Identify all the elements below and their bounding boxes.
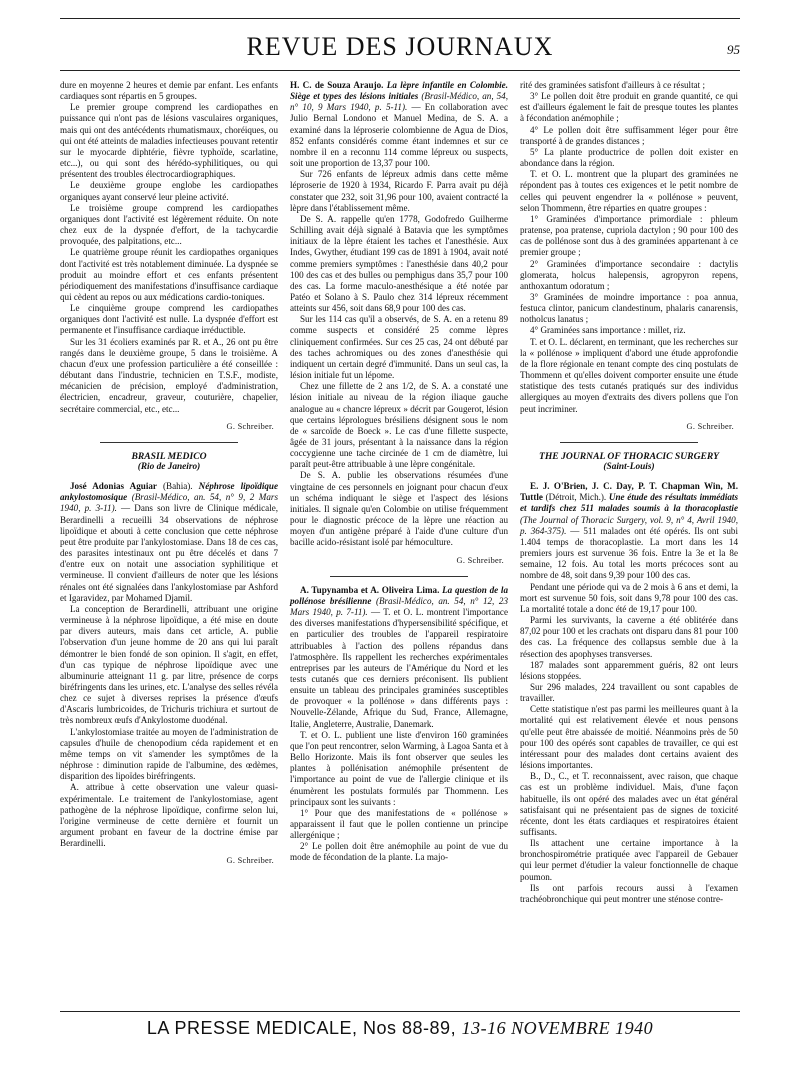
article-entry [520,481,738,581]
article-source: (Brasil-Médico, an. 54, n° 9, 2 Mars 1940, p. 3-11). [60,492,278,514]
paragraph: T. et O. L. montrent que la plupart des graminées ne répondent pas à toutes ces exigences et le petit nombre de celles qui peuvent engendrer la « pollénose » peuvent, selon Thommenn, être réparties en quatre groupes : [520,169,738,213]
paragraph: De S. A. rappelle qu'en 1778, Godofredo Guilherme Schilling avait déjà signalé à Batavia que les symptômes initiaux de la lèpre étaient les taches et l'anesthésie. Aux Indes, Gwyther, étudiant 199 cas de 1891 à 1904, avait noté comme premiers symptômes : l'anesthésie dans 40,2 pour 100 des cas et des bulles ou pemphigus dans 35,7 pour 100 des cas. La forme maculo-anesthésique a été notée par Patéo et Solano à S. Paulo chez 314 lépreux récemment atteints sur 456, soit dans 68,9 pour 100 des cas. [290,213,508,314]
paragraph: B., D., C., et T. reconnaissent, avec raison, que chaque cas est un problème individuel. Mais, d'une façon habituelle, ils ont opéré des malades avec un état général satisfaisant qui ne présentaient pas de signes de toxicité récente, dont les états cardiaques et respiratoires étaient suffisants. [520,771,738,837]
paragraph: Le troisième groupe comprend les cardiopathes organiques dont l'activité est légèrement réduite. On note chez eux de la dyspnée d'effort, de la tachycardie provoquée, des palpitations, etc... [60,202,278,247]
paragraph: 1° Graminées d'importance primordiale : phleum pratense, poa pratense, cupriola dactylon ; 90 pour 100 des cas de pollénose sont dus à des graminées appartenant à ce premier groupe ; [520,213,738,258]
section-title: BRASIL MEDICO [131,450,207,462]
page-footer [60,1018,740,1039]
paragraph: Le cinquième groupe comprend les cardiopathes organiques dont l'activité est nulle. La dyspnée d'effort est permanente et l'insuffisance cardiaque irréductible. [60,303,278,336]
article-author: H. C. de Souza Araujo. [290,80,384,90]
article-source: (Brasil-Médico, an, 54, n° 10, 9 Mars 1940, p. 5-11). [290,91,508,113]
footer-date: 13-16 NOVEMBRE 1940 [461,1018,654,1038]
paragraph: T. et O. L. publient une liste d'environ 160 graminées que l'on peut rencontrer, selon Warming, à Lagoa Santa et à Bello Horizonte. Mais ils font observer que seules les plantes à pollénisation anémophile présentent de l'importance au point de vue de l'allergie clinique et ils énumèrent les postulats formulés par Thommenn. Les principaux sont les suivants : [290,729,508,807]
paragraph: 2° Graminées d'importance secondaire : dactylis glomerata, holcus halepensis, agropyron repens, anthoxantum odoratum ; [520,258,738,291]
article-body: — 511 malades ont été opérés. Ils ont subi 1.404 temps de thoracoplastie. La mort dans les 14 premiers jours est survenue 36 fois. Entre la 3e et la 8e semaine, 12 fois. Au total les morts précoces sont au nombre de 48, soit dans 9,39 pour 100 des cas. [520,525,738,581]
footer-rule [60,1011,740,1012]
paragraph: Sur les 114 cas qu'il a observés, de S. A. en a retenu 89 comme suspects et considéré 25 comme lèpres cliniquement confirmées. Sur ces 25 cas, 24 ont débuté par des taches achromiques ou des zones d'anesthésie qui indiquent un certain degré d'immunité. Dans un seul cas, la lésion initiale fut un lépome. [290,314,508,381]
article-title: La lèpre infantile en Colombie. Siège et types des lésions initiales [290,80,508,102]
paragraph: 5° La plante productrice de pollen doit exister en abondance dans la région. [520,146,738,169]
article-entry [60,481,278,604]
article-title: Une étude des résultats immédiats et tardifs chez 511 malades soumis à la thoracoplastie [520,492,738,514]
article-author: José Adonias Aguiar [70,481,157,492]
paragraph: Sur 726 enfants de lépreux admis dans cette même léproserie de 1920 à 1934, Ricardo F. Parra avait pu déjà constater que 232, soit 31,96 pour 100, avaient contracté la lèpre dans l'établissement même. [290,169,508,213]
section-subtitle: (Rio de Janeiro) [137,462,201,472]
article-author: A. Tupynamba et A. Oliveira Lima. [300,584,440,595]
column-right [520,80,738,905]
article-title: Néphrose lipoïdique ankylostomosique [60,481,278,503]
paragraph: De S. A. publie les observations résumées d'une vingtaine de ces personnels en joignant pour chacun d'eux un schéma indiquant le siège et l'aspect des lésions initiales. Il signale qu'en Colombie on utilise fréquemment pour le diagnostic précoce de la lèpre une réaction au moyen d'un antigène préparé à l'aide d'une culture d'un bacille acido-résistant isolé par hémoculture. [290,470,508,548]
paragraph: 1° Pour que des manifestations de « pollénose » apparaissent il faut que le pollen contienne un principe allergénique ; [290,807,508,841]
page-title: REVUE DES JOURNAUX [246,32,554,61]
page-header [60,30,740,71]
paragraph: 4° Graminées sans importance : millet, riz. [530,325,686,336]
paragraph: Parmi les survivants, la caverne a été oblitérée dans 87,02 pour 100 et les crachats ont disparu dans 81 pour 100 des cas. La fréquence des collapsus semble due à la résection des apophyses transverses. [520,615,738,659]
author-signature: G. Schreiber. [226,421,274,431]
footer-journal: LA PRESSE MEDICALE, [146,1018,358,1038]
page-number: 95 [727,42,740,57]
paragraph: Pendant une période qui va de 2 mois à 6 ans et demi, la mort est survenue 50 fois, soit dans 9,78 pour 100 des cas. La mortalité totale a donc été de 19,17 pour 100. [520,581,738,614]
paragraph: 187 malades sont apparemment guéris, 82 ont leurs lésions stoppées. [520,659,738,681]
paragraph: Ils ont parfois recours aussi à l'examen trachéobronchique qui peut montrer une sténose contre- [520,882,738,904]
article-entry [290,585,508,730]
separator [100,442,238,443]
top-rule [60,18,740,19]
section-title: THE JOURNAL OF THORACIC SURGERY [538,450,719,462]
paragraph: La conception de Berardinelli, attribuant une origine vermineuse à la néphrose lipoïdique, a été mise en doute par divers auteurs, mais dans cet article, A. publie l'observation d'un jeune homme de 20 ans qui lui paraît démontrer le bien fondé de son opinion. Il s'agit, en effet, d'un cas typique de néphrose lipoïdique avec une albuminurie atteignant 11 g. par litre, présence de corps biréfringents dans les urines, etc. L'analyse des selles révéla chez ce sujet à diverses reprises la présence d'œufs d'Ascaris lumbricoides, de Trichuris trichiura et surtout de très nombreux œufs d'Ankylostome duodénal. [60,603,278,726]
author-signature: G. Schreiber. [456,555,504,565]
author-signature: G. Schreiber. [686,421,734,431]
paragraph: Ils attachent une certaine importance à la bronchospirométrie pratiquée avec l'appareil de Gebauer qui leur permet d'étudier la valeur fonctionnelle de chaque poumon. [520,838,738,882]
paragraph: 3° Graminées de moindre importance : poa annua, festuca clintor, panicum clandestinum, phalaris canarensis, notholcus lanatus ; [520,291,738,325]
article-place: (Bahia). [163,481,193,492]
column-left [60,80,278,876]
paragraph: dure en moyenne 2 heures et demie par enfant. Les enfants cardiaques sont répartis en 5 groupes. [60,80,278,102]
separator [330,576,468,577]
article-source: (Brasil-Médico, an. 54, n° 12, 23 Mars 1940, p. 7-11). [290,595,508,618]
paragraph: Cette statistique n'est pas parmi les meilleures quant à la mortalité qui est relativement élevée et nous pensons qu'elle peut être abaissée de moitié. Néanmoins près de 50 pour 100 des opérés sont capables de travailler, ce qui est intéressant pour des malades dont certains avaient des lésions importantes. [520,704,738,771]
paragraph: 2° Le pollen doit être anémophile au point de vue du mode de fécondation de la plante. La majo- [290,841,508,863]
paragraph: L'ankylostomiase traitée au moyen de l'administration de capsules d'huile de chenopodium céda rapidement et en même temps on vit s'amender les symptômes de la néphrose : diminution rapide de l'albumine, des œdèmes, disparition des lipoïdes biréfringents. [60,726,278,782]
paragraph: rité des graminées satisfont d'ailleurs à ce résultat ; [520,80,705,90]
article-author: E. J. O'Brien, J. C. Day, P. T. Chapman Win, M. Tuttle [520,481,738,503]
paragraph: Sur 296 malades, 224 travaillent ou sont capables de travailler. [520,681,738,704]
article-body: — T. et O. L. montrent l'importance des diverses manifestations d'hypersensibilité spécifique, et en particulier des troubles de l'appareil respiratoire attribuables à l'action des pollens répandus dans l'atmosphère. Ils rappellent les recherches expérimentales entreprises par les auteurs de l'Amérique du Nord et les tests cutanés que ces derniers préconisent. Ils publient ensuite un tableau des principales graminées susceptibles de provoquer « la pollénose » dans différents pays : Nouvelle-Zélande, Afrique du Sud, France, Allemagne, Italie, Angleterre, Australie, Danemark. [290,607,508,729]
paragraph: Le deuxième groupe englobe les cardiopathes organiques ayant conservé leur pleine activité. [60,180,278,202]
article-title: La question de la pollénose brésilienne [290,584,508,606]
article-body: — Dans son livre de Clinique médicale, Berardinelli a recueilli 34 observations de néphrose lipoïdique et abouti à cette conclusion que cette néphrose peut être produite par l'ankylostomiase. Dans 18 de ces cas, des parasites intestinaux ont pu être décelés et dans 7 d'entre eux on notait une association syphilitique et vermineuse. Il convient d'ailleurs de noter que les lésions rénales ont été signalées dans l'ankylostomiase par Ashford et Igaravidez, par Mohamed Djamil. [60,503,278,603]
article-entry [290,80,508,169]
paragraph: Le quatrième groupe réunit les cardiopathes organiques dont l'activité est très notablement diminuée. La dyspnée se produit au moindre effort et ces enfants présentent périodiquement des manifestations d'insuffisance cardiaque qui cèdent au repos ou aux médications cardio-toniques. [60,247,278,302]
paragraph: 3° Le pollen doit être produit en grande quantité, ce qui est d'ailleurs également le fait de presque toutes les plantes à fécondation anémophile ; [520,91,738,124]
section-subtitle: (Saint-Louis) [603,462,655,472]
paragraph: 4° Le pollen doit être suffisamment léger pour être transporté à de grandes distances ; [520,124,738,146]
footer-issue: Nos 88-89, [363,1018,457,1038]
paragraph: T. et O. L. déclarent, en terminant, que les recherches sur la « pollénose » impliquent d'abord une étude approfondie de la flore régionale en tenant compte des cinq postulats de Thommenn et qu'elles doivent comporter ensuite une étude statistique des tests cutanés pratiqués sur des individus allergiques au moyen d'extraits des divers pollens que l'on peut incriminer. [520,336,738,414]
paragraph: A. attribue à cette observation une valeur quasi-expérimentale. Le traitement de l'ankylostomiase, agent pathogène de la néphrose lipoïdique, confirme selon lui, l'origine vermineuse de cette dernière et fournit un argument probant en faveur de la doctrine émise par Berardinelli. [60,782,278,849]
paragraph: Chez une fillette de 2 ans 1/2, de S. A. a constaté une lésion initiale au niveau de la région iliaque gauche analogue au « chancre lépreux » décrit par Gougerot, lésion que certains léprologues brésiliens désignent sous le nom de « sarcoïde de Boeck ». Le cas d'une fillette suspecte, âgée de 31 jours, présentant à la naissance dans la région coccygienne une tache circinée de 1 cm de diamètre, lui paraît peut-être attribuable à une lèpre congénitale. [290,381,508,470]
separator [560,442,698,443]
paragraph: Sur les 31 écoliers examinés par R. et A., 26 ont pu être rangés dans le deuxième groupe, 5 dans le troisième. A chacun d'eux une profession particulière a été conseillée : débutant dans l'industrie, technicien en T.S.F., modiste, mécanicien de précision, employé d'administration, électricien, encadreur, graveur, couturière, chapelier, secrétaire commercial, etc., etc... [60,336,278,414]
column-middle [290,80,508,864]
author-signature: G. Schreiber. [226,856,274,866]
article-place: (Détroit, Mich.). [545,492,607,503]
article-body: — En collaboration avec Julio Bernal Londono et Manuel Medina, de S. A. a examiné dans la léproserie colombienne de Agua de Dios, 852 enfants considérés comme étant indemnes et sur ce nombre il en a reconnu 114 comme lépreux ou suspects, soit une proportion de 13,37 pour 100. [290,102,508,169]
paragraph: Le premier groupe comprend les cardiopathes en puissance qui n'ont pas de lésions vasculaires organiques, mais qui ont des antécédents rhumatismaux, choréiques, ou qui ont été atteints de maladies infectieuses pouvant retentir sur le myocarde diphtérie, fièvre typhoïde, scarlatine, etc...), ou qui sont des hérédo-syphilitiques, ou qui présentent des troubles électrocardiographiques. [60,102,278,180]
article-source: (The Journal of Thoracic Surgery, vol. 9, n° 4, Avril 1940, p. 364-375). [520,514,738,536]
